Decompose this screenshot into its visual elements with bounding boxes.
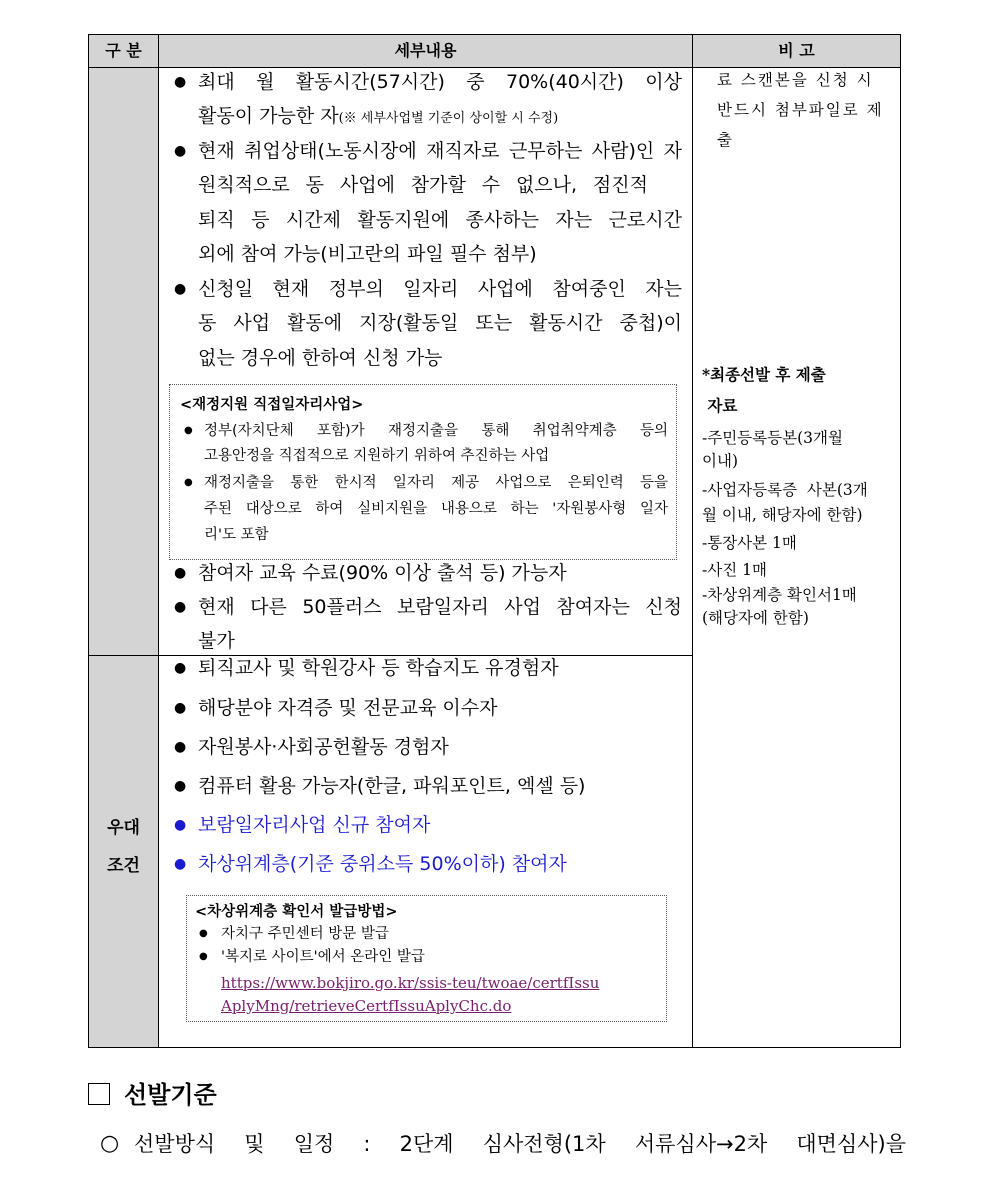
- item-line: 불가: [198, 630, 235, 652]
- box-line: 재정지출을 통한 한시적 일자리 제공 사업으로 은퇴인력 등을: [204, 475, 668, 491]
- preference-item: 자원봉사·사회공헌활동 경험자: [198, 736, 449, 758]
- section-checkbox-icon: [88, 1083, 110, 1105]
- bullet-icon: ●: [174, 739, 187, 755]
- header-details: [158, 34, 693, 68]
- remark-item: 이내): [702, 452, 738, 470]
- box-title: <재정지원 직접일자리사업>: [180, 397, 364, 413]
- bullet-icon: ●: [174, 778, 187, 794]
- remark-item: (해당자에 한함): [702, 609, 809, 627]
- bullet-icon: ●: [174, 143, 187, 159]
- bullet-icon: ●: [184, 477, 193, 488]
- item-line: 현재 다른 50플러스 보람일자리 사업 참여자는 신청: [198, 596, 682, 618]
- bullet-icon: ●: [174, 599, 187, 615]
- item-line: 최대 월 활동시간(57시간) 중 70%(40시간) 이상: [198, 71, 682, 93]
- category-label: 조건: [107, 856, 140, 876]
- preference-item: 해당분야 자격증 및 전문교육 이수자: [198, 697, 498, 719]
- item-line: 외에 참여 가능(비고란의 파일 필수 첨부): [198, 243, 537, 265]
- remark-item: -통장사본 1매: [702, 534, 797, 552]
- item-line: 신청일 현재 정부의 일자리 사업에 참여중인 자는: [198, 278, 682, 300]
- header-details-label: 세부내용: [394, 41, 457, 60]
- box-line: 자치구 주민센터 방문 발급: [221, 926, 389, 942]
- bullet-icon: ●: [174, 74, 187, 90]
- item-line: 동 사업 활동에 지장(활동일 또는 활동시간 중첩)이: [198, 312, 682, 334]
- box-line: 주된 대상으로 하여 실비지원을 내용으로 하는 '자원봉사형 일자: [204, 501, 668, 517]
- remark-item: 월 이내, 해당자에 한함): [702, 506, 863, 524]
- bullet-icon: ●: [174, 565, 187, 581]
- bullet-icon: ●: [174, 700, 187, 716]
- remark-item: -사업자등록증 사본(3개: [702, 481, 868, 499]
- box-line: '복지로 사이트'에서 온라인 발급: [221, 949, 425, 965]
- box-line: 고용안정을 직접적으로 지원하기 위하여 추진하는 사업: [204, 448, 550, 464]
- section-title: 선발기준: [124, 1081, 217, 1109]
- section-line: 선발방식 및 일정 : 2단계 심사전형(1차 서류심사→2차 대면심사)을: [134, 1132, 906, 1156]
- bullet-icon: ●: [174, 660, 187, 676]
- header-category: [88, 34, 159, 68]
- box-line: 리'도 포함: [204, 527, 269, 543]
- box-title: <차상위계층 확인서 발급방법>: [195, 904, 398, 920]
- item-line: 없는 경우에 한하여 신청 가능: [198, 347, 443, 369]
- remark-line: 반드시 첨부파일로 제: [717, 101, 884, 119]
- preference-item-highlight: 보람일자리사업 신규 참여자: [198, 814, 431, 836]
- remark-line: 료 스캔본을 신청 시: [717, 71, 874, 89]
- remark-line: 출: [717, 131, 732, 149]
- bullet-icon: ●: [174, 817, 187, 833]
- item-line: 참여자 교육 수료(90% 이상 출석 등) 가능자: [198, 562, 567, 584]
- box-line: 정부(자치단체 포함)가 재정지출을 통해 취업취약계층 등의: [204, 423, 668, 439]
- circle-marker-icon: ○: [100, 1131, 120, 1156]
- bullet-icon: ●: [174, 281, 187, 297]
- row1-category-cell: [88, 67, 159, 656]
- category-label: 우대: [107, 818, 140, 838]
- header-remarks: [692, 34, 901, 68]
- bokjiro-link[interactable]: https://www.bokjiro.go.kr/ssis-teu/twoae/certfIssu: [221, 974, 600, 992]
- remark-title: *최종선발 후 제출: [702, 365, 826, 384]
- item-line: [198, 104, 558, 131]
- remarks-cell: [692, 67, 901, 1048]
- preference-item: 퇴직교사 및 학원강사 등 학습지도 유경험자: [198, 657, 559, 679]
- info-box-direct-jobs: [169, 384, 677, 560]
- header-remarks-label: 비 고: [778, 41, 815, 60]
- bullet-icon: ●: [174, 856, 187, 872]
- bullet-icon: ●: [184, 425, 193, 436]
- item-line: 원칙적으로 동 사업에 참가할 수 없으나, 점진적: [198, 174, 648, 196]
- remark-title: 자료: [702, 396, 738, 415]
- preference-item-highlight: 차상위계층(기준 중위소득 50%이하) 참여자: [198, 853, 567, 875]
- bokjiro-link[interactable]: AplyMng/retrieveCertfIssuAplyChc.do: [221, 997, 512, 1015]
- item-line: 퇴직 등 시간제 활동지원에 종사하는 자는 근로시간: [198, 209, 682, 231]
- item-text: 활동이 가능한 자: [198, 105, 339, 127]
- remark-item: -주민등록등본(3개월: [702, 429, 843, 447]
- info-box-certificate: [186, 895, 667, 1022]
- remark-item: -차상위계층 확인서1매: [702, 586, 857, 604]
- bullet-icon: ●: [199, 951, 208, 962]
- item-line: 현재 취업상태(노동시장에 재직자로 근무하는 사람)인 자: [198, 140, 682, 162]
- item-note: (※ 세부사업별 기준이 상이할 시 수정): [338, 111, 559, 126]
- row2-category-cell: [88, 655, 159, 1048]
- preference-item: 컴퓨터 활용 가능자(한글, 파워포인트, 엑셀 등): [198, 775, 586, 797]
- remark-item: -사진 1매: [702, 561, 767, 579]
- bullet-icon: ●: [199, 928, 208, 939]
- header-category-label: 구 분: [105, 41, 142, 60]
